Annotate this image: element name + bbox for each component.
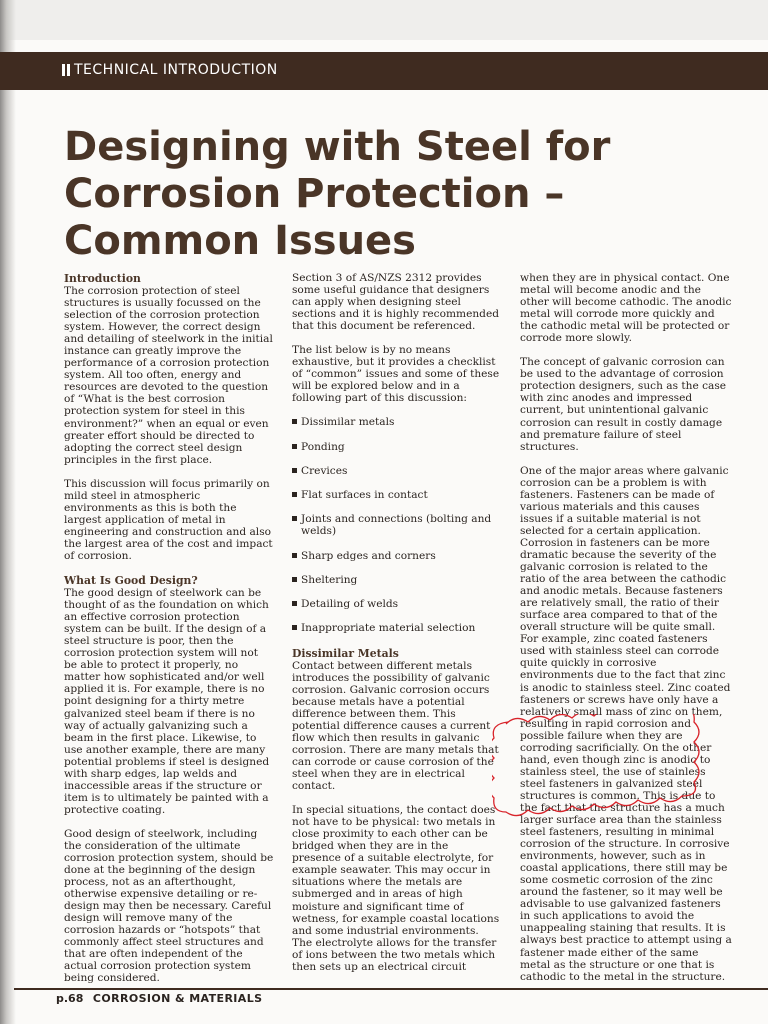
dissimilar-metals-paragraph-1: Contact between different metals introduces the possibility of galvanic corrosion. Galvanic corrosion occurs because metals have a potential difference between them. This potential difference causes a current flow which then results in galvanic corrosion. There are many metals that can corrode or cause corrosion of the steel when they are in electrical contact. (292, 659, 499, 793)
checklist-item: Flat surfaces in contact (292, 489, 500, 501)
good-design-paragraph-2: Good design of steelwork, including the consideration of the ultimate corrosion protection system, should be done at the beginning of the design process, not as an afterthought, otherwise expensive detailing or re-design may then be necessary. Careful design will remove many of the corrosion hazards or “hotspots” that commonly affect steel structures and that are often independent of the actual corrosion protection system being considered. (64, 827, 274, 985)
page-footer (56, 992, 262, 1005)
footer-rule (14, 988, 768, 990)
dissimilar-metals-paragraph-2: In special situations, the contact does not have to be physical: two metals in close proximity to each other can be bridged when they are in the presence of a suitable electrolyte, for example seawater. This may occur in situations where the metals are submerged and in areas of high moisture and significant time of wetness, for example coastal locations and some industrial environments. The electrolyte allows for the transfer of ions between the two metals which then sets up an electrical circuit (292, 804, 500, 973)
title-line-3: Common Issues (64, 218, 416, 264)
issues-checklist (292, 416, 500, 634)
title-line-1: Designing with Steel for (64, 124, 611, 170)
checklist-item: Inappropriate material selection (292, 622, 500, 634)
checklist-item: Joints and connections (bolting and welds) (292, 513, 500, 537)
section-label-text: TECHNICAL INTRODUCTION (74, 62, 278, 78)
checklist-item: Ponding (292, 441, 500, 453)
checklist-item: Sheltering (292, 574, 500, 586)
checklist-item: Detailing of welds (292, 598, 500, 610)
galvanic-concept-paragraph: The concept of galvanic corrosion can be used to the advantage of corrosion protection designers, such as the case with zinc anodes and impressed current, but unintentional galvanic corrosion can result in costly damage and premature failure of steel structures. (520, 356, 727, 453)
fasteners-paragraph: One of the major areas where galvanic corrosion can be a problem is with fasteners. Fasteners can be made of various materials and this causes issues if a suitable material is not selected for a certain application. Corrosion in fasteners can be more dramatic because the severity of the galvanic corrosion is related to the ratio of the area between the cathodic and anodic metals. Because fasteners are relatively small, the ratio of their surface area compared to that of the overall structure will be quite small. For example, zinc coated fasteners used with stainless steel can corrode quite quickly in corrosive environments due to the fact that zinc is anodic to stainless steel. Zinc coated fasteners or screws have only have a relatively small mass of zinc on them, resulting in rapid corrosion and possible failure when they are corroding sacrificially. On the other hand, even though zinc is anodic to stainless steel, the use of stainless steel fasteners in galvanized steel structures is common. This is due to the fact that the structure has a much larger surface area than the stainless steel fasteners, resulting in minimal corrosion of the structure. In corrosive environments, however, such as in coastal applications, there still may be some cosmetic corrosion of the zinc around the fastener, so it may well be advisable to use galvanized fasteners in such applications to avoid the unappealing staining that results. It is always best practice to attempt using a fastener made either of the same metal as the structure or one that is cathodic to the metal in the structure. (520, 464, 732, 983)
page-top-margin (0, 0, 768, 40)
title-line-2: Corrosion Protection – (64, 171, 565, 217)
red-cloud-annotation (492, 714, 722, 818)
checklist-item: Dissimilar metals (292, 416, 500, 428)
text-column-3 (520, 272, 732, 995)
introduction-paragraph-1: The corrosion protection of steel structures is usually focussed on the selection of the corrosion protection system. However, the correct design and detailing of steelwork in the initial instance can greatly improve the performance of a corrosion protection system. All too often, energy and resources are devoted to the question of “What is the best corrosion protection system for steel in this environment?” when an equal or even greater effort should be directed to adopting the correct steel design principles in the first place. (64, 285, 273, 466)
introduction-paragraph-2: This discussion will focus primarily on mild steel in atmospheric environments as this is both the largest application of metal in engineering and construction and also the largest area of the cost and impact of corrosion. (64, 477, 273, 562)
dissimilar-metals-heading: Dissimilar Metals (292, 646, 399, 660)
page-number: p.68 (56, 992, 84, 1005)
text-column-2 (292, 272, 500, 985)
article-title (64, 124, 684, 265)
spine-shadow (0, 0, 16, 1024)
section-bars-icon (62, 64, 70, 76)
galvanic-contact-paragraph: when they are in physical contact. One metal will become anodic and the other will become cathodic. The anodic metal will corrode more quickly and the cathodic metal will be protected or corrode more slowly. (520, 272, 732, 345)
text-column-1 (64, 272, 274, 997)
standard-reference-paragraph: Section 3 of AS/NZS 2312 provides some useful guidance that designers can apply when designing steel sections and it is highly recommended that this document be referenced. (292, 272, 499, 333)
checklist-item: Sharp edges and corners (292, 550, 500, 562)
magazine-name: CORROSION & MATERIALS (92, 992, 263, 1005)
good-design-heading: What Is Good Design? (64, 574, 198, 588)
checklist-intro-paragraph: The list below is by no means exhaustive, but it provides a checklist of “common” issues and some of these will be explored below and in a following part of this discussion: (292, 344, 500, 405)
introduction-heading: Introduction (64, 272, 141, 285)
checklist-item: Crevices (292, 465, 500, 477)
good-design-paragraph-1: The good design of steelwork can be thought of as the foundation on which an effective corrosion protection system can be built. If the design of a steel structure is poor, then the corrosion protection system will not be able to protect it properly, no matter how sophisticated and/or well applied it is. For example, there is no point designing for a thirty metre galvanized steel beam if there is no way of actually galvanizing such a beam in the first place. Likewise, to use another example, there are many potential problems if steel is designed with sharp edges, lap welds and inaccessible areas if the structure or item is to ultimately be painted with a protective coating. (64, 587, 270, 816)
section-label (62, 62, 278, 78)
